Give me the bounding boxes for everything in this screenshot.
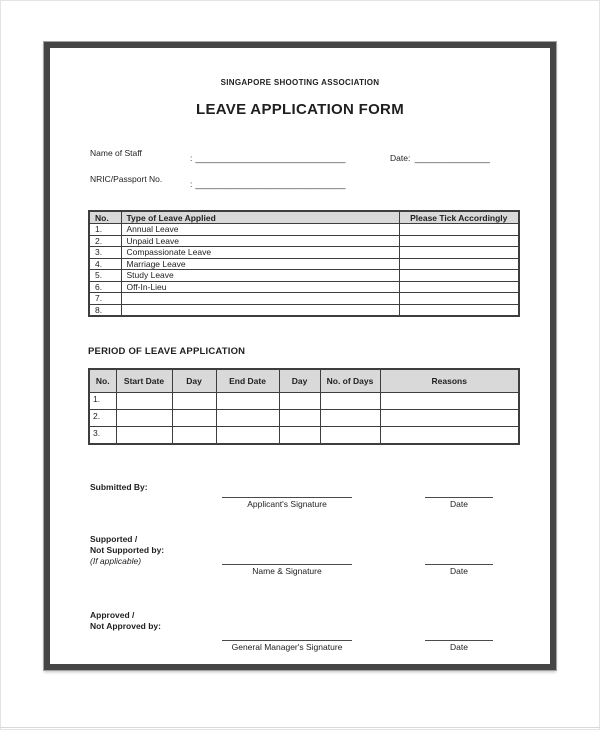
approved-by-label	[90, 610, 161, 632]
row-number-cell: 3.	[89, 247, 121, 259]
signature-line[interactable]	[222, 483, 352, 498]
row-number-cell: 5.	[89, 270, 121, 282]
signature-caption: Applicant's Signature	[247, 499, 327, 509]
manager-signature-block	[222, 626, 352, 652]
period-section-heading: PERIOD OF LEAVE APPLICATION	[88, 346, 246, 357]
row-number-cell: 2.	[89, 235, 121, 247]
approved-label-line1: Approved /	[90, 610, 135, 620]
end-date-cell[interactable]	[216, 427, 279, 445]
col-header-no: No.	[89, 369, 116, 393]
supported-by-label	[90, 534, 164, 567]
approved-label-line2: Not Approved by:	[90, 621, 161, 631]
leave-type-cell: Annual Leave	[121, 224, 399, 236]
start-date-cell[interactable]	[116, 427, 172, 445]
reasons-cell[interactable]	[380, 410, 519, 427]
leave-type-table	[88, 210, 520, 317]
table-row	[89, 258, 519, 270]
date-line[interactable]	[425, 550, 493, 565]
row-number-cell: 7.	[89, 293, 121, 305]
tick-cell[interactable]	[399, 293, 519, 305]
row-number-cell: 3.	[89, 427, 116, 445]
table-row	[89, 247, 519, 259]
document-page	[44, 42, 556, 670]
day-cell[interactable]	[279, 393, 320, 410]
table-row	[89, 427, 519, 445]
supported-date-block	[425, 550, 493, 576]
leave-type-cell: Marriage Leave	[121, 258, 399, 270]
row-number-cell: 6.	[89, 281, 121, 293]
day-cell[interactable]	[279, 427, 320, 445]
date-line[interactable]	[425, 483, 493, 498]
supporter-signature-block	[222, 550, 352, 576]
no-of-days-cell[interactable]	[320, 393, 380, 410]
signature-line[interactable]	[222, 626, 352, 641]
table-row	[89, 410, 519, 427]
leave-type-cell[interactable]	[121, 304, 399, 316]
approved-date-block	[425, 626, 493, 652]
leave-type-cell[interactable]	[121, 293, 399, 305]
table-row	[89, 304, 519, 316]
date-caption: Date	[450, 642, 468, 652]
end-date-cell[interactable]	[216, 410, 279, 427]
colon: :	[190, 153, 193, 163]
tick-cell[interactable]	[399, 281, 519, 293]
tick-cell[interactable]	[399, 304, 519, 316]
table-row	[89, 281, 519, 293]
tick-cell[interactable]	[399, 258, 519, 270]
signature-caption: General Manager's Signature	[231, 642, 343, 652]
col-header-day2: Day	[279, 369, 320, 393]
day-cell[interactable]	[172, 427, 216, 445]
col-header-type: Type of Leave Applied	[121, 211, 399, 224]
period-table	[88, 368, 520, 445]
org-name: SINGAPORE SHOOTING ASSOCIATION	[220, 78, 380, 87]
row-number-cell: 1.	[89, 393, 116, 410]
nric-passport-label: NRIC/Passport No.	[90, 174, 163, 184]
name-of-staff-fill-line[interactable]: ______________________________	[195, 153, 346, 163]
date-label: Date:	[390, 153, 411, 163]
col-header-no: No.	[89, 211, 121, 224]
table-row	[89, 270, 519, 282]
supported-label-line2: Not Supported by:	[90, 545, 165, 555]
row-number-cell: 4.	[89, 258, 121, 270]
date-line[interactable]	[425, 626, 493, 641]
leave-type-cell: Compassionate Leave	[121, 247, 399, 259]
leave-type-cell: Off-In-Lieu	[121, 281, 399, 293]
reasons-cell[interactable]	[380, 427, 519, 445]
signature-line[interactable]	[222, 550, 352, 565]
submitted-by-label: Submitted By:	[90, 482, 148, 492]
table-row	[89, 393, 519, 410]
start-date-cell[interactable]	[116, 410, 172, 427]
row-number-cell: 2.	[89, 410, 116, 427]
day-cell[interactable]	[279, 410, 320, 427]
col-header-day1: Day	[172, 369, 216, 393]
if-applicable-note: (If applicable)	[90, 556, 142, 566]
row-number-cell: 8.	[89, 304, 121, 316]
date-field	[390, 148, 490, 166]
supported-label-line1: Supported /	[90, 534, 138, 544]
reasons-cell[interactable]	[380, 393, 519, 410]
table-header-row	[89, 211, 519, 224]
leave-type-cell: Unpaid Leave	[121, 235, 399, 247]
colon: :	[190, 179, 193, 189]
day-cell[interactable]	[172, 393, 216, 410]
table-row	[89, 293, 519, 305]
name-of-staff-label: Name of Staff	[90, 148, 142, 158]
tick-cell[interactable]	[399, 270, 519, 282]
form-title: LEAVE APPLICATION FORM	[196, 101, 404, 118]
leave-type-cell: Study Leave	[121, 270, 399, 282]
col-header-start-date: Start Date	[116, 369, 172, 393]
tick-cell[interactable]	[399, 224, 519, 236]
col-header-reasons: Reasons	[380, 369, 519, 393]
date-caption: Date	[450, 499, 468, 509]
date-caption: Date	[450, 566, 468, 576]
submitted-date-block	[425, 483, 493, 509]
signature-caption: Name & Signature	[252, 566, 322, 576]
col-header-tick: Please Tick Accordingly	[399, 211, 519, 224]
tick-cell[interactable]	[399, 235, 519, 247]
table-row	[89, 235, 519, 247]
no-of-days-cell[interactable]	[320, 410, 380, 427]
tick-cell[interactable]	[399, 247, 519, 259]
applicant-signature-block	[222, 483, 352, 509]
col-header-no-of-days: No. of Days	[320, 369, 380, 393]
end-date-cell[interactable]	[216, 393, 279, 410]
no-of-days-cell[interactable]	[320, 427, 380, 445]
nric-passport-field	[190, 174, 346, 192]
col-header-end-date: End Date	[216, 369, 279, 393]
start-date-cell[interactable]	[116, 393, 172, 410]
scan-edge-line	[0, 727, 600, 728]
day-cell[interactable]	[172, 410, 216, 427]
table-header-row	[89, 369, 519, 393]
table-row	[89, 224, 519, 236]
nric-fill-line[interactable]: ______________________________	[195, 179, 346, 189]
name-of-staff-field	[190, 148, 346, 166]
row-number-cell: 1.	[89, 224, 121, 236]
date-fill-line[interactable]: _______________	[414, 153, 490, 163]
